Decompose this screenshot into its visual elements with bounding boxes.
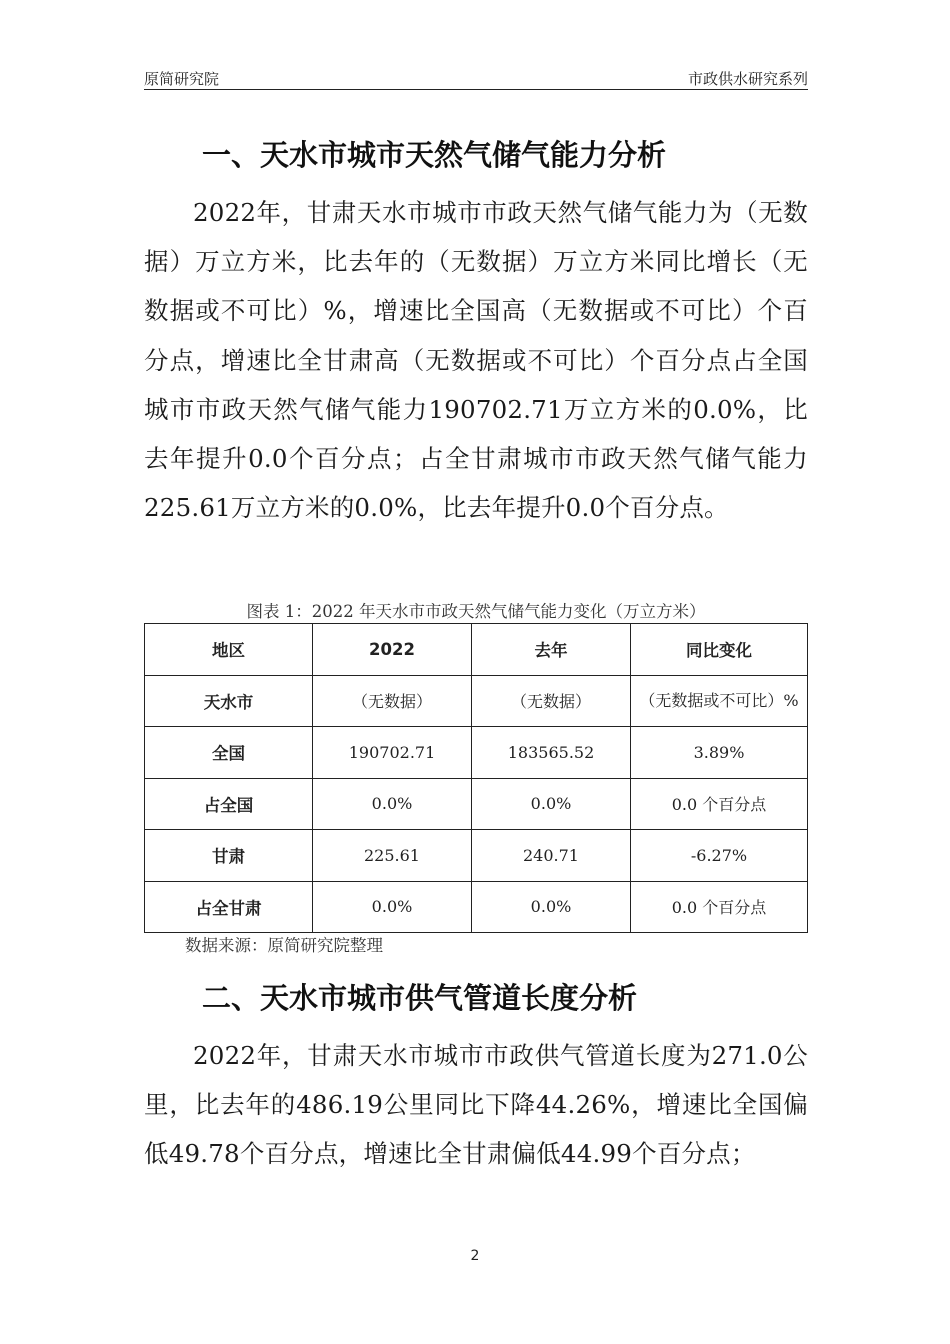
table-cell: -6.27% [631, 830, 808, 882]
row-label: 占全甘肃 [145, 881, 313, 933]
table-cell: 190702.71 [313, 727, 472, 779]
table-cell: 3.89% [631, 727, 808, 779]
table-cell: 0.0 个百分点 [631, 881, 808, 933]
table-cell: （无数据或不可比）% [631, 675, 808, 727]
table-cell: 0.0% [472, 881, 631, 933]
section-1-paragraph: 2022年，甘肃天水市城市市政天然气储气能力为（无数据）万立方米，比去年的（无数据）万立方米同比增长（无数据或不可比）%，增速比全国高（无数据或不可比）个百分点，增速比全甘肃高（无数据或不可比）个百分点占全国城市市政天然气储气能力190702.71万立方米的0.0%，比去年提升0.0个百分点；占全甘肃城市市政天然气储气能力225.61万立方米的0.0%，比去年提升0.0个百分点。 [144, 198, 808, 523]
table-row [145, 675, 808, 727]
table-cell: 0.0% [313, 881, 472, 933]
row-label: 甘肃 [145, 830, 313, 882]
table-cell: 225.61 [313, 830, 472, 882]
table-source-note: 数据来源：原简研究院整理 [185, 936, 383, 955]
table-cell: 0.0% [313, 778, 472, 830]
column-header-yoy-change: 同比变化 [631, 624, 808, 676]
row-label: 占全国 [145, 778, 313, 830]
header-divider [144, 89, 808, 90]
table-cell: 240.71 [472, 830, 631, 882]
table-caption: 图表 1：2022 年天水市市政天然气储气能力变化（万立方米） [246, 602, 706, 621]
section-2-paragraph: 2022年，甘肃天水市城市市政供气管道长度为271.0公里，比去年的486.19公里同比下降44.26%，增速比全国偏低49.78个百分点，增速比全甘肃偏低44.99个百分点； [144, 1041, 808, 1169]
table-cell: （无数据） [472, 675, 631, 727]
section-2-title: 二、天水市城市供气管道长度分析 [202, 981, 638, 1015]
table-cell: （无数据） [313, 675, 472, 727]
table-cell: 0.0% [472, 778, 631, 830]
column-header-region: 地区 [145, 624, 313, 676]
table-cell: 0.0 个百分点 [631, 778, 808, 830]
header-org-name: 原简研究院 [144, 70, 220, 88]
table-row [145, 727, 808, 779]
row-label: 全国 [145, 727, 313, 779]
table-row [145, 830, 808, 882]
section-1-title: 一、天水市城市天然气储气能力分析 [202, 138, 667, 172]
column-header-last-year: 去年 [472, 624, 631, 676]
row-label: 天水市 [145, 675, 313, 727]
page-number: 2 [470, 1248, 480, 1264]
header-series-name: 市政供水研究系列 [687, 70, 808, 88]
storage-capacity-table [144, 623, 808, 933]
table-row [145, 881, 808, 933]
table-cell: 183565.52 [472, 727, 631, 779]
table-row [145, 778, 808, 830]
column-header-2022: 2022 [313, 624, 472, 676]
table-header-row [145, 624, 808, 676]
